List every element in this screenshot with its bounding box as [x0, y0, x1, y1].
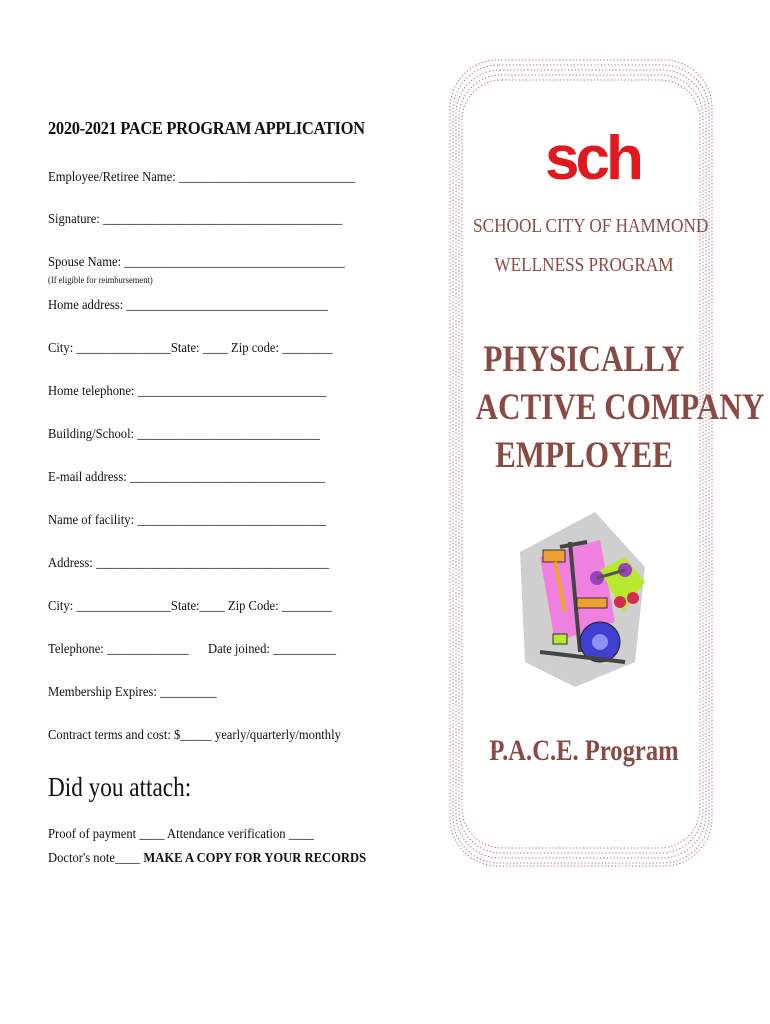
facility-city-state-zip-field[interactable]: City: _______________State:____ Zip Code: ________: [48, 599, 333, 614]
contract-terms-field[interactable]: Contract terms and cost: $_____ yearly/quarterly/monthly: [48, 728, 341, 743]
attach-heading: Did you attach:: [48, 772, 192, 802]
spouse-name-field[interactable]: Spouse Name: ___________________________________: [48, 255, 345, 270]
email-field[interactable]: E-mail address: _______________________________: [48, 470, 326, 485]
employee-name-field[interactable]: Employee/Retiree Name: ____________________________: [48, 170, 356, 185]
home-address-field[interactable]: Home address: ________________________________: [48, 298, 328, 313]
spouse-note: (If eligible for reimbursement): [48, 276, 153, 286]
headline-line-2: ACTIVE COMPANY: [475, 387, 765, 428]
membership-expires-field[interactable]: Membership Expires: _________: [48, 685, 217, 700]
telephone-field[interactable]: Telephone: _____________: [48, 642, 189, 657]
signature-field[interactable]: Signature: ______________________________________: [48, 212, 343, 227]
school-name: SCHOOL CITY OF HAMMOND: [473, 215, 709, 237]
doctor-note-field[interactable]: Doctor's note____: [48, 851, 144, 866]
home-telephone-field[interactable]: Home telephone: ______________________________: [48, 384, 327, 399]
exercise-bike-clipart: [515, 512, 650, 692]
application-title: 2020-2021 PACE PROGRAM APPLICATION: [48, 118, 365, 138]
headline-line-3: EMPLOYEE: [495, 435, 673, 476]
doctor-note-line: [48, 851, 366, 867]
svg-text:sch: sch: [545, 124, 640, 193]
city-state-zip-field[interactable]: City: _______________State: ____ Zip code: ________: [48, 341, 333, 356]
headline-line-1: PHYSICALLY: [483, 339, 685, 380]
school-city-logo: [545, 124, 640, 193]
date-joined-field[interactable]: Date joined: __________: [208, 642, 337, 657]
proof-attendance-line[interactable]: Proof of payment ____ Attendance verification ____: [48, 827, 314, 842]
copy-records-note: MAKE A COPY FOR YOUR RECORDS: [143, 851, 367, 866]
wellness-program-label: WELLNESS PROGRAM: [494, 254, 674, 276]
facility-name-field[interactable]: Name of facility: ______________________________: [48, 513, 327, 528]
pace-program-label: P.A.C.E. Program: [489, 734, 679, 767]
facility-address-field[interactable]: Address: _____________________________________: [48, 556, 330, 571]
building-school-field[interactable]: Building/School: _____________________________: [48, 427, 320, 442]
